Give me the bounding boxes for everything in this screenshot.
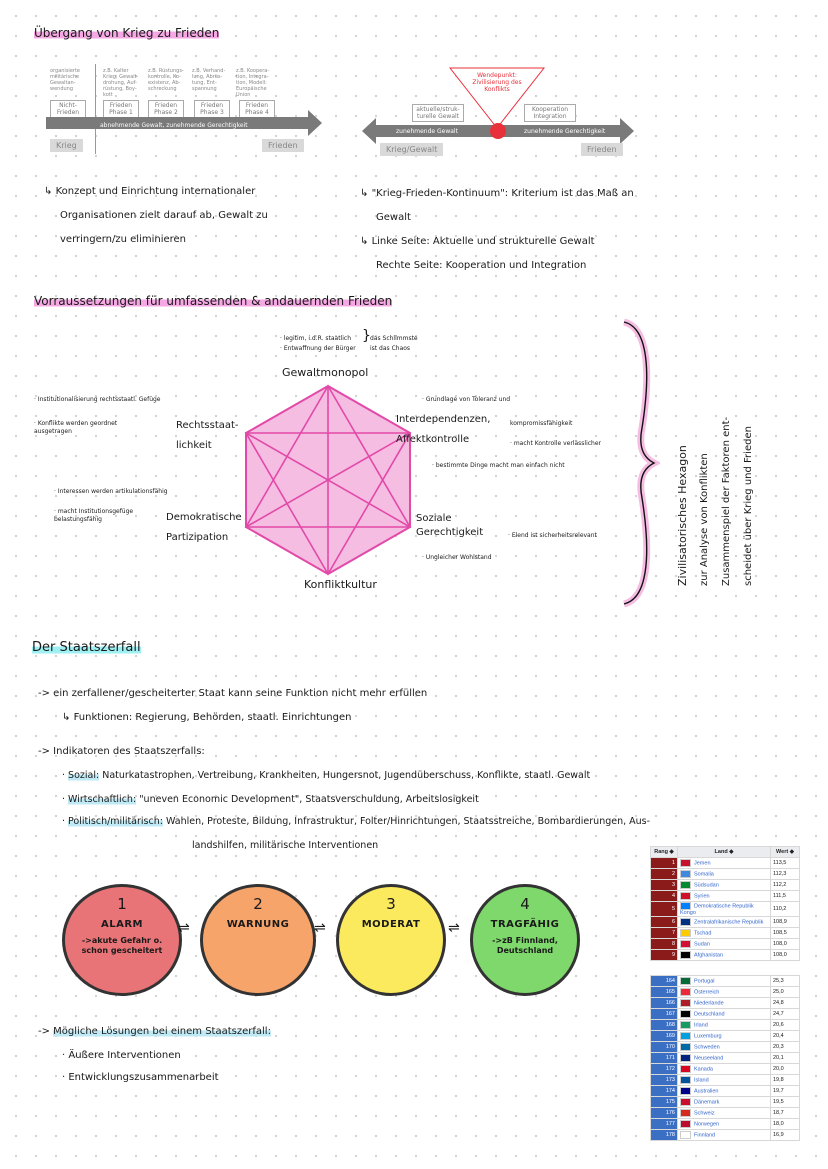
table-row: [651, 1064, 800, 1075]
table-row: [651, 1086, 800, 1097]
right-note-3: · bestimmte Dinge macht man einfach nicht: [432, 462, 565, 469]
table-row: [651, 950, 800, 961]
equilibrium-symbol-3: ⇌: [448, 920, 460, 936]
note-right-line-1: Gewalt: [376, 212, 411, 223]
indicator-political-cont: landshilfen, militärische Interventionen: [192, 840, 379, 851]
node-top: Gewaltmonopol: [282, 366, 369, 379]
table-row: [651, 917, 800, 928]
stage-alarm-sub: ->akute Gefahr o. schon gescheitert: [81, 936, 163, 955]
node-right-lower: Soziale Gerechtigkeit: [416, 513, 484, 538]
table-row: [651, 1108, 800, 1119]
value-cell: 20,1: [771, 1053, 800, 1064]
phase-0: Nicht-Frieden: [50, 100, 86, 118]
country-cell: [678, 928, 771, 939]
table-row: [651, 1130, 800, 1141]
flag-icon: [680, 892, 691, 900]
side-text-0: Zivilisatorisches Hexagon: [676, 445, 689, 586]
note-left: ↳ Konzept und Einrichtung internationaler Organisationen zielt darauf ab, Gewalt zu verringern/zu eliminieren: [44, 180, 344, 252]
rank-cell: 8: [651, 939, 678, 950]
rank-cell: 5: [651, 902, 678, 917]
frieden-label-right: Frieden: [581, 143, 623, 156]
rank-cell: 1: [651, 858, 678, 869]
value-cell: 19,7: [771, 1086, 800, 1097]
col-rang[interactable]: Rang ◆: [651, 847, 678, 858]
col-wert[interactable]: Wert ◆: [771, 847, 800, 858]
table-row: [651, 858, 800, 869]
desc-1: z.B. Kalter Krieg, Gewalt-drohung, Auf-rüstung, Boy-kott: [103, 68, 139, 98]
left-note-3: · macht Institutionsgefüge belastungsfähig: [54, 508, 134, 523]
right-note-4: · Elend ist sicherheitsrelevant: [508, 532, 597, 539]
rank-cell: 171: [651, 1053, 678, 1064]
stage-alarm-title: ALARM: [100, 919, 143, 930]
value-cell: 108,0: [771, 939, 800, 950]
rank-cell: 9: [651, 950, 678, 961]
country-link[interactable]: Schweden: [694, 1044, 720, 1051]
value-cell: 18,7: [771, 1108, 800, 1119]
rank-cell: 178: [651, 1130, 678, 1141]
desc-3: z.B. Verhand-lung, Abrüs-tung, Ent-spannung: [192, 68, 226, 92]
flag-icon: [680, 902, 691, 910]
solution-1: · Entwicklungszusammenarbeit: [62, 1072, 219, 1083]
indicator-social-label: Sozial:: [68, 770, 100, 781]
country-link[interactable]: Kanada: [694, 1066, 713, 1073]
line-1: ↳ Funktionen: Regierung, Behörden, staatl. Einrichtungen: [62, 712, 352, 723]
flag-icon: [680, 988, 691, 996]
table-row: [651, 928, 800, 939]
country-cell: [678, 1009, 771, 1020]
value-cell: 19,8: [771, 1075, 800, 1086]
value-cell: 18,0: [771, 1119, 800, 1130]
table-row: [651, 1053, 800, 1064]
section3-heading: Der Staatszerfall: [32, 640, 141, 655]
rank-cell: 3: [651, 880, 678, 891]
solutions-heading: -> Mögliche Lösungen bei einem Staatszerfall:: [38, 1026, 271, 1037]
flag-icon: [680, 1076, 691, 1084]
country-cell: [678, 939, 771, 950]
phase-2: Frieden Phase 2: [148, 100, 184, 118]
country-link[interactable]: Portugal: [694, 978, 715, 985]
flag-icon: [680, 870, 691, 878]
flag-icon: [680, 1010, 691, 1018]
stage-tragfaehig: [470, 884, 580, 996]
left-note-0: · Institutionalisierung rechtsstaatl. Gefüge: [34, 396, 161, 403]
value-cell: 24,7: [771, 1009, 800, 1020]
structural-violence-box: aktuelle/struk-turelle Gewalt: [412, 104, 464, 122]
desc-0: organisierte militärische Gewaltan-wendung: [50, 68, 80, 92]
flag-icon: [680, 929, 691, 937]
table-row: [651, 1119, 800, 1130]
phase-4: Frieden Phase 4: [239, 100, 275, 118]
brace-small: }: [362, 328, 371, 344]
value-cell: 111,5: [771, 891, 800, 902]
country-link[interactable]: Luxemburg: [694, 1033, 722, 1040]
country-cell: [678, 1031, 771, 1042]
right-note-0: · Grundlage von Toleranz und: [422, 396, 511, 403]
phase-3: Frieden Phase 3: [194, 100, 230, 118]
note-right: ↳ "Krieg-Frieden-Kontinuum": Kriterium ist das Maß an Gewalt ↳ Linke Seite: Aktuelle und strukturelle Gewalt Rechte Seite: Kooperation und Integration: [360, 182, 720, 278]
right-arrow-text-right: zunehmende Gerechtigkeit: [524, 128, 606, 135]
indicator-political-text: Wahlen, Proteste, Bildung, Infrastruktur, Folter/Hinrichtungen, Staatsstreiche, Bombardierungen, Aus-: [165, 816, 651, 827]
table-gap-row: [651, 961, 800, 976]
rank-cell: 164: [651, 976, 678, 987]
country-cell: [678, 869, 771, 880]
line-2: -> Indikatoren des Staatszerfalls:: [38, 746, 205, 757]
side-text-2: Zusammenspiel der Faktoren ent-: [721, 416, 732, 586]
table-row: [651, 1020, 800, 1031]
note-left-line-1: Organisationen zielt darauf ab, Gewalt zu: [60, 210, 268, 221]
country-link[interactable]: Deutschland: [694, 1011, 725, 1018]
flag-icon: [680, 881, 691, 889]
right-note-1: kompromissfähigkeit: [510, 420, 573, 427]
flag-icon: [680, 1065, 691, 1073]
rank-cell: 7: [651, 928, 678, 939]
value-cell: 25,0: [771, 987, 800, 998]
country-cell: [678, 987, 771, 998]
country-link[interactable]: Tschad: [694, 930, 712, 937]
country-link[interactable]: Dänemark: [694, 1099, 720, 1106]
indicator-political-label: Politisch/militärisch:: [68, 816, 163, 827]
table-row: [651, 939, 800, 950]
value-cell: 113,5: [771, 858, 800, 869]
table-row: [651, 976, 800, 987]
rank-cell: 168: [651, 1020, 678, 1031]
country-link[interactable]: Syrien: [694, 893, 710, 900]
table-row: [651, 987, 800, 998]
table-row: [651, 1075, 800, 1086]
country-link[interactable]: Südsudan: [694, 882, 719, 889]
country-link[interactable]: Niederlande: [694, 1000, 724, 1007]
krieg-gewalt-label: Krieg/Gewalt: [380, 143, 443, 156]
civilizational-hexagon: [244, 384, 412, 576]
value-cell: 20,3: [771, 1042, 800, 1053]
flag-icon: [680, 999, 691, 1007]
indicator-social: · Sozial: Naturkatastrophen, Vertreibung, Krankheiten, Hungersnot, Jugendüberschuss, Konflikte, staatl. Gewalt: [62, 770, 591, 781]
country-cell: [678, 858, 771, 869]
right-note-2: · macht Kontrolle verlässlicher: [510, 440, 601, 447]
country-link[interactable]: Jemen: [694, 860, 711, 867]
country-link[interactable]: Österreich: [694, 989, 720, 996]
fragile-states-ranking: [650, 846, 800, 1141]
country-cell: [678, 1130, 771, 1141]
value-cell: 25,3: [771, 976, 800, 987]
node-left-lower: Demokratische Partizipation: [166, 512, 242, 543]
indicator-economic-label: Wirtschaftlich:: [68, 794, 137, 805]
value-cell: 20,0: [771, 1064, 800, 1075]
value-cell: 16,9: [771, 1130, 800, 1141]
stage-tragfaehig-num: 4: [520, 895, 530, 913]
country-cell: [678, 1064, 771, 1075]
country-cell: [678, 1020, 771, 1031]
big-brace: [620, 318, 660, 608]
left-note-2: · Interessen werden artikulationsfähig: [54, 488, 168, 495]
country-cell: [678, 891, 771, 902]
stage-alarm-num: 1: [117, 895, 127, 913]
country-cell: [678, 1108, 771, 1119]
rank-cell: 169: [651, 1031, 678, 1042]
flag-icon: [680, 1021, 691, 1029]
rank-cell: 166: [651, 998, 678, 1009]
country-cell: [678, 917, 771, 928]
desc-4: z.B. Koopera-tion, Integra-tion, Modell: Europäische Union: [236, 68, 270, 98]
section2-heading: Vorraussetzungen für umfassenden & andauernden Frieden: [34, 294, 393, 308]
country-link[interactable]: Irland: [694, 1022, 708, 1029]
stage-warnung-num: 2: [253, 895, 263, 913]
value-cell: 20,4: [771, 1031, 800, 1042]
stage-moderat-num: 3: [386, 895, 396, 913]
rank-cell: 172: [651, 1064, 678, 1075]
table-row: [651, 902, 800, 917]
value-cell: 24,8: [771, 998, 800, 1009]
right-note-5: · Ungleicher Wohlstand: [422, 554, 492, 561]
country-cell: [678, 1053, 771, 1064]
flag-icon: [680, 918, 691, 926]
flag-icon: [680, 1054, 691, 1062]
country-cell: [678, 998, 771, 1009]
flag-icon: [680, 1131, 691, 1139]
rank-cell: 170: [651, 1042, 678, 1053]
stage-alarm: [62, 884, 182, 996]
indicator-economic-text: "uneven Economic Development", Staatsverschuldung, Arbeitslosigkeit: [139, 794, 479, 805]
flag-icon: [680, 940, 691, 948]
country-link[interactable]: Schweiz: [694, 1110, 715, 1117]
chaos-note-0: das Schlimmste: [370, 335, 418, 342]
stage-warnung-title: WARNUNG: [226, 919, 290, 930]
chaos-notes: [370, 334, 418, 354]
stage-moderat: [336, 884, 446, 996]
table-row: [651, 1042, 800, 1053]
monopoly-note-1: · Entwaffnung der Bürger: [280, 345, 356, 352]
country-cell: [678, 976, 771, 987]
rank-cell: 167: [651, 1009, 678, 1020]
phase-1: Frieden Phase 1: [103, 100, 139, 118]
left-note-1: · Konflikte werden geordnet ausgetragen: [34, 420, 118, 435]
rank-cell: 177: [651, 1119, 678, 1130]
node-bottom: Konfliktkultur: [304, 578, 377, 591]
table-row: [651, 880, 800, 891]
separator-line: [95, 64, 96, 154]
left-arrow-text: abnehmende Gewalt, zunehmende Gerechtigkeit: [100, 122, 248, 129]
country-cell: [678, 902, 771, 917]
rank-cell: 2: [651, 869, 678, 880]
indicator-political: · Politisch/militärisch: Wahlen, Proteste, Bildung, Infrastruktur, Folter/Hinrichtungen, Staatsstreiche, Bombardierungen, Aus-: [62, 816, 651, 827]
desc-2: z.B. Rüstungs-kontrolle, Ko-existenz, Ab-schreckung: [148, 68, 184, 92]
table-row: [651, 1097, 800, 1108]
flag-icon: [680, 859, 691, 867]
country-cell: [678, 880, 771, 891]
country-link[interactable]: Neuseeland: [694, 1055, 724, 1062]
country-link[interactable]: Island: [694, 1077, 709, 1084]
rank-cell: 175: [651, 1097, 678, 1108]
flag-icon: [680, 951, 691, 959]
stage-moderat-title: MODERAT: [361, 919, 421, 930]
value-cell: 108,5: [771, 928, 800, 939]
indicator-economic: · Wirtschaftlich: "uneven Economic Development", Staatsverschuldung, Arbeitslosigkeit: [62, 794, 479, 805]
node-left-upper: Rechtsstaat-lichkeit: [176, 420, 239, 451]
value-cell: 112,3: [771, 869, 800, 880]
rank-cell: 165: [651, 987, 678, 998]
country-cell: [678, 1042, 771, 1053]
country-link[interactable]: Somalia: [694, 871, 714, 878]
country-link[interactable]: Demokratische Republik Kongo: [680, 903, 754, 916]
rank-cell: 6: [651, 917, 678, 928]
country-cell: [678, 1075, 771, 1086]
table-row: [651, 998, 800, 1009]
flag-icon: [680, 977, 691, 985]
value-cell: 112,2: [771, 880, 800, 891]
side-text: [672, 326, 760, 586]
cooperation-box: Kooperation Integration: [524, 104, 576, 122]
value-cell: 108,0: [771, 950, 800, 961]
col-land[interactable]: Land ◆: [678, 847, 771, 858]
note-right-line-0: "Krieg-Frieden-Kontinuum": Kriterium ist das Maß an: [371, 188, 634, 199]
side-text-1: zur Analyse von Konflikten: [699, 453, 710, 586]
turning-point-text: Wendepunkt: Zivilisierung des Konflikts: [472, 72, 522, 93]
monopoly-notes: [280, 334, 356, 354]
stage-warnung: [200, 884, 316, 996]
flag-icon: [680, 1087, 691, 1095]
table-row: [651, 1009, 800, 1020]
line-0: -> ein zerfallener/gescheiterter Staat kann seine Funktion nicht mehr erfüllen: [38, 688, 428, 699]
section1-heading: Übergang von Krieg zu Frieden: [34, 26, 220, 40]
equilibrium-symbol-2: ⇌: [314, 920, 326, 936]
table-row: [651, 1031, 800, 1042]
left-arrow-text-right: zunehmende Gewalt: [396, 128, 458, 135]
country-cell: [678, 1086, 771, 1097]
stage-tragfaehig-title: TRAGFÄHIG: [490, 919, 560, 930]
country-link[interactable]: Norwegen: [694, 1121, 720, 1128]
country-cell: [678, 1097, 771, 1108]
value-cell: 108,9: [771, 917, 800, 928]
flag-icon: [680, 1032, 691, 1040]
rank-cell: 174: [651, 1086, 678, 1097]
flag-icon: [680, 1120, 691, 1128]
note-left-line-2: verringern/zu eliminieren: [60, 234, 187, 245]
rank-cell: 176: [651, 1108, 678, 1119]
country-link[interactable]: Afghanistan: [694, 952, 724, 959]
rank-cell: 4: [651, 891, 678, 902]
note-right-line-3: Rechte Seite: Kooperation und Integration: [376, 260, 587, 271]
note-right-line-2: Linke Seite: Aktuelle und strukturelle Gewalt: [371, 236, 595, 247]
indicator-social-text: Naturkatastrophen, Vertreibung, Krankheiten, Hungersnot, Jugendüberschuss, Konflikte, staatl. Gewalt: [102, 770, 591, 781]
monopoly-note-0: · legitim, i.d.R. staatlich: [280, 335, 352, 342]
value-cell: 20,6: [771, 1020, 800, 1031]
country-link[interactable]: Zentralafrikanische Republik: [694, 919, 764, 926]
stage-tragfaehig-sub: ->zB Finnland, Deutschland: [492, 936, 558, 955]
table-row: [651, 891, 800, 902]
side-text-3: scheidet über Krieg und Frieden: [743, 426, 754, 586]
solution-0: · Äußere Interventionen: [62, 1050, 181, 1061]
note-left-line-0: Konzept und Einrichtung internationaler: [55, 186, 256, 197]
krieg-label: Krieg: [50, 139, 83, 152]
frieden-label: Frieden: [262, 139, 304, 152]
country-link[interactable]: Australien: [694, 1088, 719, 1095]
value-cell: 110,2: [771, 902, 800, 917]
flag-icon: [680, 1098, 691, 1106]
country-cell: [678, 1119, 771, 1130]
country-link[interactable]: Finnland: [694, 1132, 716, 1139]
country-link[interactable]: Sudan: [694, 941, 710, 948]
flag-icon: [680, 1043, 691, 1051]
flag-icon: [680, 1109, 691, 1117]
rank-cell: 173: [651, 1075, 678, 1086]
value-cell: 19,5: [771, 1097, 800, 1108]
chaos-note-1: ist das Chaos: [370, 345, 411, 352]
node-right-upper: Interdependenzen, Affektkontrolle: [396, 414, 491, 445]
country-cell: [678, 950, 771, 961]
equilibrium-symbol-1: ⇌: [178, 920, 190, 936]
table-row: [651, 869, 800, 880]
